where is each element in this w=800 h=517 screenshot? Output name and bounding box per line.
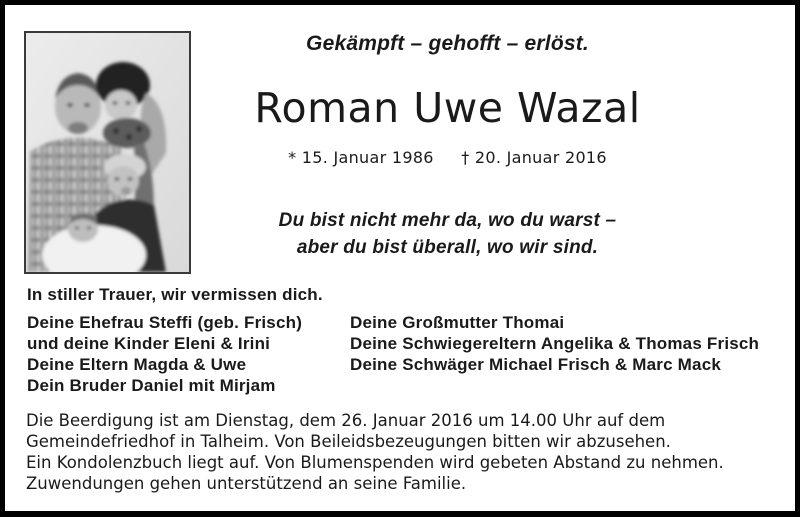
photo-woman-face xyxy=(105,90,137,120)
memorial-quote xyxy=(190,207,705,261)
birth-date: * 15. Januar 1986 xyxy=(288,148,434,167)
funeral-info-line: Gemeindefriedhof in Talheim. Von Beileidsbezeugungen bitten wir abzusehen. xyxy=(26,432,671,451)
memorial-quote-line: Du bist nicht mehr da, wo du warst – xyxy=(278,210,617,231)
memorial-quote-line: aber du bist überall, wo wir sind. xyxy=(296,237,599,258)
mourner-line: Deine Ehefrau Steffi (geb. Frisch) xyxy=(27,313,303,332)
mourner-line: Deine Großmutter Thomai xyxy=(350,313,565,332)
deceased-name: Roman Uwe Wazal xyxy=(254,84,641,132)
life-dates xyxy=(190,148,705,167)
family-photo xyxy=(24,31,191,274)
photo-man-goatee xyxy=(68,122,88,134)
mourner-line: und deine Kinder Eleni & Irini xyxy=(27,334,271,353)
mourning-intro: In stiller Trauer, wir vermissen dich. xyxy=(27,285,323,304)
death-date: † 20. Januar 2016 xyxy=(461,148,607,167)
mourner-line: Deine Schwiegereltern Angelika & Thomas Frisch xyxy=(350,334,760,353)
mourners-column-left xyxy=(27,312,302,396)
funeral-info xyxy=(26,410,800,494)
family-photo-image xyxy=(26,33,189,272)
funeral-info-line: Zuwendungen gehen unterstützend an seine Familie. xyxy=(26,474,467,493)
funeral-info-line: Ein Kondolenzbuch liegt auf. Von Blumenspenden wird gebeten Abstand zu nehmen. xyxy=(26,453,724,472)
funeral-info-line: Die Beerdigung ist am Dienstag, dem 26. Januar 2016 um 14.00 Uhr auf dem xyxy=(26,411,666,430)
mourner-line: Dein Bruder Daniel mit Mirjam xyxy=(27,376,276,395)
epitaph: Gekämpft – gehofft – erlöst. xyxy=(306,32,589,55)
mourners-column-right xyxy=(350,312,759,375)
mourner-line: Deine Schwäger Michael Frisch & Marc Mack xyxy=(350,355,722,374)
mourner-line: Deine Eltern Magda & Uwe xyxy=(27,355,247,374)
